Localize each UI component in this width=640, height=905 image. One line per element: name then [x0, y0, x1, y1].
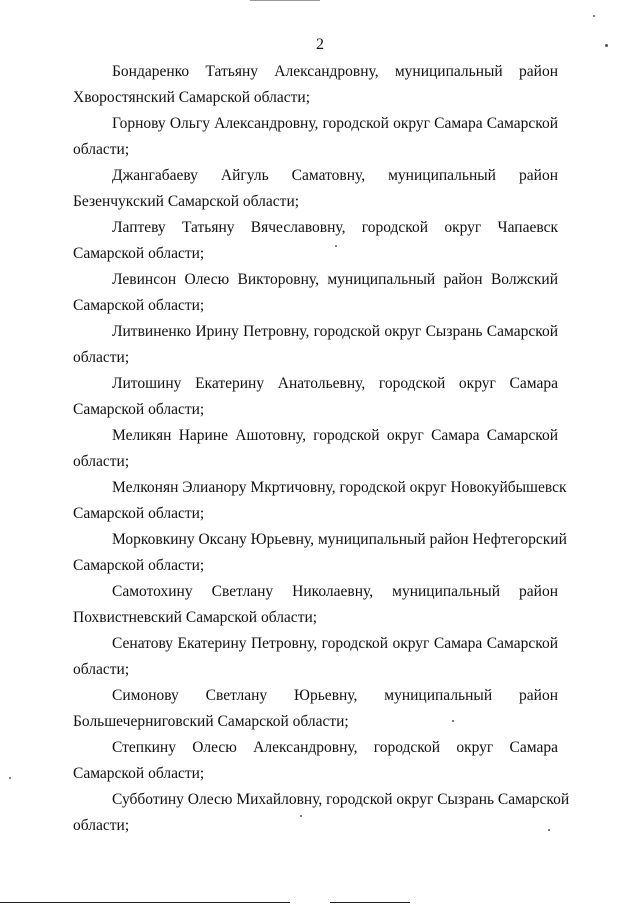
entry-line-first: Симонову Светлану Юрьевну, муниципальный район: [112, 687, 558, 704]
entry-line-first: Литошину Екатерину Анатольевну, городской округ Самара: [112, 375, 558, 392]
entry-line-second: Хворостянский Самарской области;: [73, 89, 311, 106]
entry-line-first: Горнову Ольгу Александровну, городской округ Самара Самарской: [112, 115, 558, 132]
scan-speck: [300, 815, 302, 817]
entry-line-second: области;: [73, 453, 130, 470]
entry-line-first: Морковкину Оксану Юрьевну, муниципальный район Нефтегорский: [112, 531, 567, 548]
entry-line-first: Бондаренко Татьяну Александровну, муниципальный район: [112, 63, 558, 80]
scan-speck: [548, 829, 550, 831]
entry-line-second: Похвистневский Самарской области;: [73, 609, 318, 626]
entry-line-second: области;: [73, 141, 130, 158]
entry-line-second: Большечерниговский Самарской области;: [73, 713, 349, 730]
scan-speck: [452, 720, 454, 722]
entry-line-first: Джангабаеву Айгуль Саматовну, муниципальный район: [112, 167, 558, 184]
scan-edge-line: [330, 902, 410, 903]
entry-line-second: области;: [73, 817, 130, 834]
entry-line-first: Мелконян Элианору Мкртичовну, городской округ Новокуйбышевск: [112, 479, 567, 496]
entry-line-second: Самарской области;: [73, 765, 205, 782]
entry-line-first: Самотохину Светлану Николаевну, муниципальный район: [112, 583, 558, 600]
entry-line-second: Самарской области;: [73, 297, 205, 314]
scan-speck: [605, 44, 608, 47]
entry-line-first: Субботину Олесю Михайловну, городской округ Сызрань Самарской: [112, 791, 570, 808]
entry-line-first: Литвиненко Ирину Петровну, городской округ Сызрань Самарской: [112, 323, 558, 340]
scan-speck: [593, 15, 595, 17]
entry-line-first: Сенатову Екатерину Петровну, городской округ Самара Самарской: [112, 635, 558, 652]
scan-speck: [335, 245, 337, 247]
page-number: 2: [316, 36, 324, 53]
entry-line-second: Самарской области;: [73, 557, 205, 574]
entry-line-second: Самарской области;: [73, 245, 205, 262]
entry-line-second: области;: [73, 349, 130, 366]
scan-edge-line: [0, 902, 290, 903]
entry-line-first: Меликян Нарине Ашотовну, городской округ Самара Самарской: [112, 427, 558, 444]
scan-edge-line: [250, 0, 320, 1]
entry-line-first: Левинсон Олесю Викторовну, муниципальный район Волжский: [112, 271, 558, 288]
entry-line-second: области;: [73, 661, 130, 678]
entry-line-first: Степкину Олесю Александровну, городской округ Самара: [112, 739, 558, 756]
scan-speck: [9, 777, 11, 779]
entry-line-second: Безенчукский Самарской области;: [73, 193, 300, 210]
entry-line-second: Самарской области;: [73, 505, 205, 522]
entry-line-second: Самарской области;: [73, 401, 205, 418]
entry-line-first: Лаптеву Татьяну Вячеславовну, городской округ Чапаевск: [112, 219, 558, 236]
